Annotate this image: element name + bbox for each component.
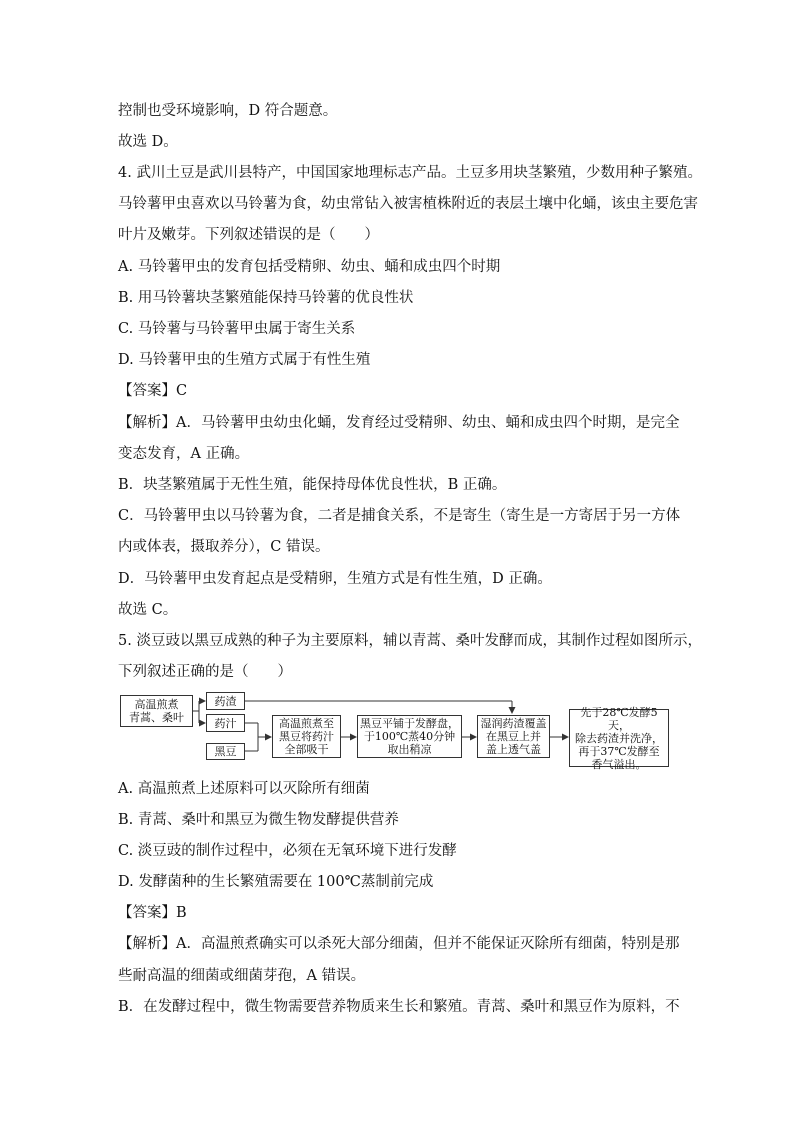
text-line: B．在发酵过程中，微生物需要营养物质来生长和繁殖。青蒿、桑叶和黑豆作为原料，不 (118, 999, 680, 1015)
text-line: B．块茎繁殖属于无性生殖，能保持母体优良性状，B 正确。 (118, 477, 507, 493)
text-line: 【答案】C (118, 383, 188, 399)
text-line: C．马铃薯甲虫以马铃薯为食，二者是捕食关系，不是寄生（寄生是一方寄居于另一方体 (118, 508, 681, 524)
text-line: 下列叙述正确的是（ ） (118, 664, 292, 680)
text-line: 故选 C。 (118, 602, 178, 618)
text-line: 【答案】B (118, 905, 187, 921)
flow-box-steam: 黑豆平铺于发酵盘， 于100℃蒸40分钟 取出稍凉 (357, 715, 462, 758)
text-line: B. 青蒿、桑叶和黑豆为微生物发酵提供营养 (118, 812, 399, 828)
flow-box-beans: 黑豆 (206, 743, 245, 760)
text-line: 叶片及嫩芽。下列叙述错误的是（ ） (118, 227, 379, 243)
text-line: C. 马铃薯与马铃薯甲虫属于寄生关系 (118, 321, 356, 337)
text-line: 5. 淡豆豉以黑豆成熟的种子为主要原料，辅以青蒿、桑叶发酵而成，其制作过程如图所示， (118, 633, 702, 649)
text-line: B. 用马铃薯块茎繁殖能保持马铃薯的优良性状 (118, 290, 414, 306)
text-line: 变态发育，A 正确。 (118, 446, 250, 462)
text-line: D. 马铃薯甲虫的生殖方式属于有性生殖 (118, 352, 371, 368)
flow-box-cover: 湿润药渣覆盖 在黑豆上并 盖上透气盖 (477, 715, 550, 758)
text-line: 内或体表，摄取养分），C 错误。 (118, 539, 330, 555)
text-line: C. 淡豆豉的制作过程中，必须在无氧环境下进行发酵 (118, 843, 457, 859)
text-line: D. 发酵菌种的生长繁殖需要在 100℃蒸制前完成 (118, 874, 434, 890)
flow-box-dregs: 药渣 (206, 692, 245, 710)
flow-box-boil-beans: 高温煎煮至 黑豆将药汁 全部吸干 (272, 715, 341, 758)
flow-box-ferment: 先于28℃发酵5天， 除去药渣并洗净， 再于37℃发酵至 香气溢出。 (569, 709, 669, 767)
text-line: 马铃薯甲虫喜欢以马铃薯为食，幼虫常钻入被害植株附近的表层土壤中化蛹，该虫主要危害 (118, 196, 698, 212)
flow-box-boil-herbs: 高温煎煮 青蒿、桑叶 (120, 695, 193, 727)
text-line: A. 高温煎煮上述原料可以灭除所有细菌 (118, 781, 370, 797)
text-line: A. 马铃薯甲虫的发育包括受精卵、幼虫、蛹和成虫四个时期 (118, 259, 501, 275)
text-line: 4. 武川土豆是武川县特产，中国国家地理标志产品。土豆多用块茎繁殖，少数用种子繁殖。 (118, 165, 702, 181)
text-line: 【解析】A．高温煎煮确实可以杀死大部分细菌，但并不能保证灭除所有细菌，特别是那 (118, 936, 680, 952)
text-line: 【解析】A．马铃薯甲虫幼虫化蛹，发育经过受精卵、幼虫、蛹和成虫四个时期，是完全 (118, 415, 680, 431)
flow-box-juice: 药汁 (206, 714, 245, 732)
text-line: 故选 D。 (118, 134, 178, 150)
text-line: D．马铃薯甲虫发育起点是受精卵，生殖方式是有性生殖，D 正确。 (118, 571, 552, 587)
text-line: 些耐高温的细菌或细菌芽孢，A 错误。 (118, 968, 366, 984)
text-line: 控制也受环境影响，D 符合题意。 (118, 103, 338, 119)
